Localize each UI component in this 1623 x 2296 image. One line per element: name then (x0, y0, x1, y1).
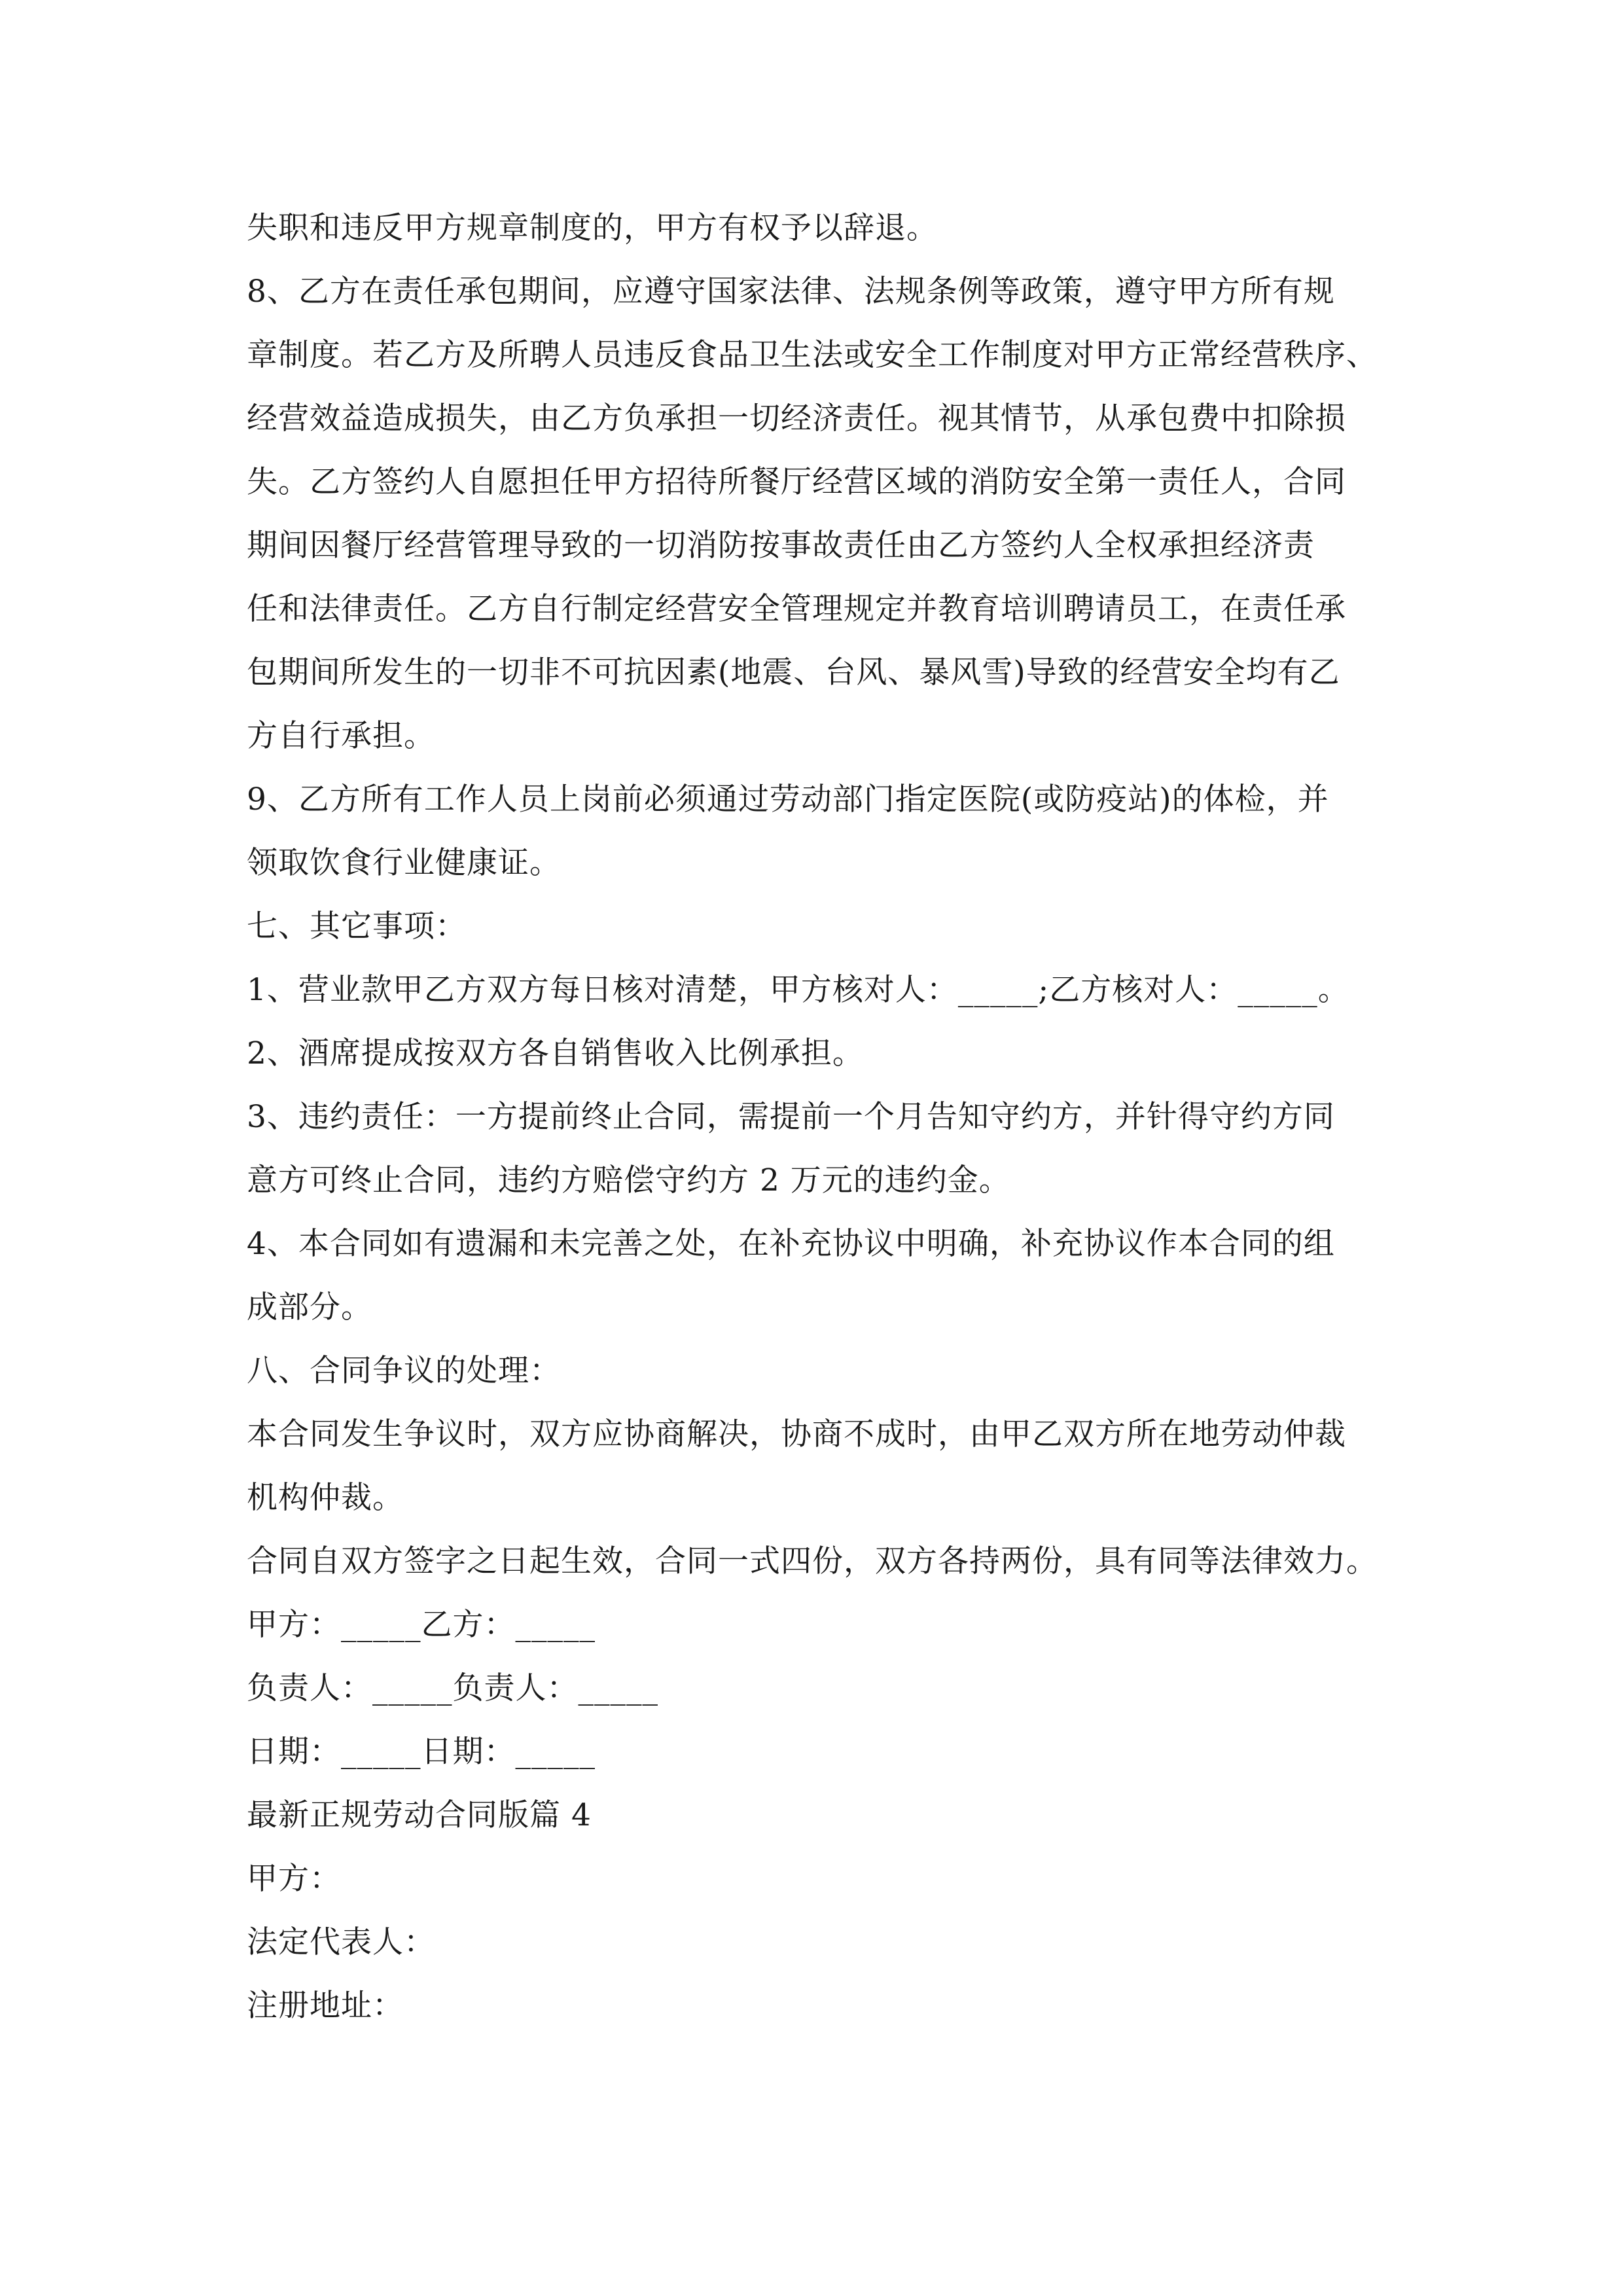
date-signature-line: 日期：_____日期：_____ (247, 1734, 596, 1770)
text-line: 本合同发生争议时，双方应协商解决，协商不成时，由甲乙双方所在地劳动仲裁 (247, 1416, 1346, 1452)
legal-representative-label: 法定代表人： (247, 1924, 435, 1960)
party-a-label: 甲方： (247, 1861, 341, 1897)
text-line: 意方可终止合同，违约方赔偿守约方 2 万元的违约金。 (247, 1162, 1010, 1198)
registered-address-label: 注册地址： (247, 1988, 404, 2024)
text-line: 机构仲裁。 (247, 1480, 404, 1516)
text-line: 领取饮食行业健康证。 (247, 845, 561, 881)
text-line: 包期间所发生的一切非不可抗因素(地震、台风、暴风雪)导致的经营安全均有乙 (247, 655, 1340, 691)
responsible-signature-line: 负责人：_____负责人：_____ (247, 1670, 658, 1706)
clause-8-line: 8、乙方在责任承包期间，应遵守国家法律、法规条例等政策，遵守甲方所有规 (247, 274, 1335, 310)
text-line: 成部分。 (247, 1289, 372, 1325)
item-2-line: 2、酒席提成按双方各自销售收入比例承担。 (247, 1035, 864, 1071)
text-line: 失职和违反甲方规章制度的，甲方有权予以辞退。 (247, 210, 938, 246)
item-4-line: 4、本合同如有遗漏和未完善之处，在补充协议中明确，补充协议作本合同的组 (247, 1226, 1335, 1262)
item-1-line: 1、营业款甲乙方双方每日核对清楚，甲方核对人：_____;乙方核对人：_____。 (247, 972, 1349, 1008)
party-signature-line: 甲方：_____乙方：_____ (247, 1607, 596, 1643)
clause-9-line: 9、乙方所有工作人员上岗前必须通过劳动部门指定医院(或防疫站)的体检，并 (247, 781, 1329, 817)
effective-clause: 合同自双方签字之日起生效，合同一式四份，双方各持两份，具有同等法律效力。 (247, 1543, 1378, 1579)
text-line: 任和法律责任。乙方自行制定经营安全管理规定并教育培训聘请员工，在责任承 (247, 591, 1346, 627)
section-heading-8: 八、合同争议的处理： (247, 1353, 561, 1389)
section-title: 最新正规劳动合同版篇 4 (247, 1797, 592, 1833)
text-line: 失。乙方签约人自愿担任甲方招待所餐厅经营区域的消防安全第一责任人，合同 (247, 464, 1346, 500)
text-line: 方自行承担。 (247, 718, 435, 754)
section-heading-7: 七、其它事项： (247, 908, 467, 944)
text-line: 章制度。若乙方及所聘人员违反食品卫生法或安全工作制度对甲方正常经营秩序、 (247, 337, 1378, 373)
document-body (247, 196, 1389, 2037)
text-line: 期间因餐厅经营管理导致的一切消防按事故责任由乙方签约人全权承担经济责 (247, 528, 1315, 564)
item-3-line: 3、违约责任：一方提前终止合同，需提前一个月告知守约方，并针得守约方同 (247, 1099, 1335, 1135)
text-line: 经营效益造成损失，由乙方负承担一切经济责任。视其情节，从承包费中扣除损 (247, 401, 1346, 437)
